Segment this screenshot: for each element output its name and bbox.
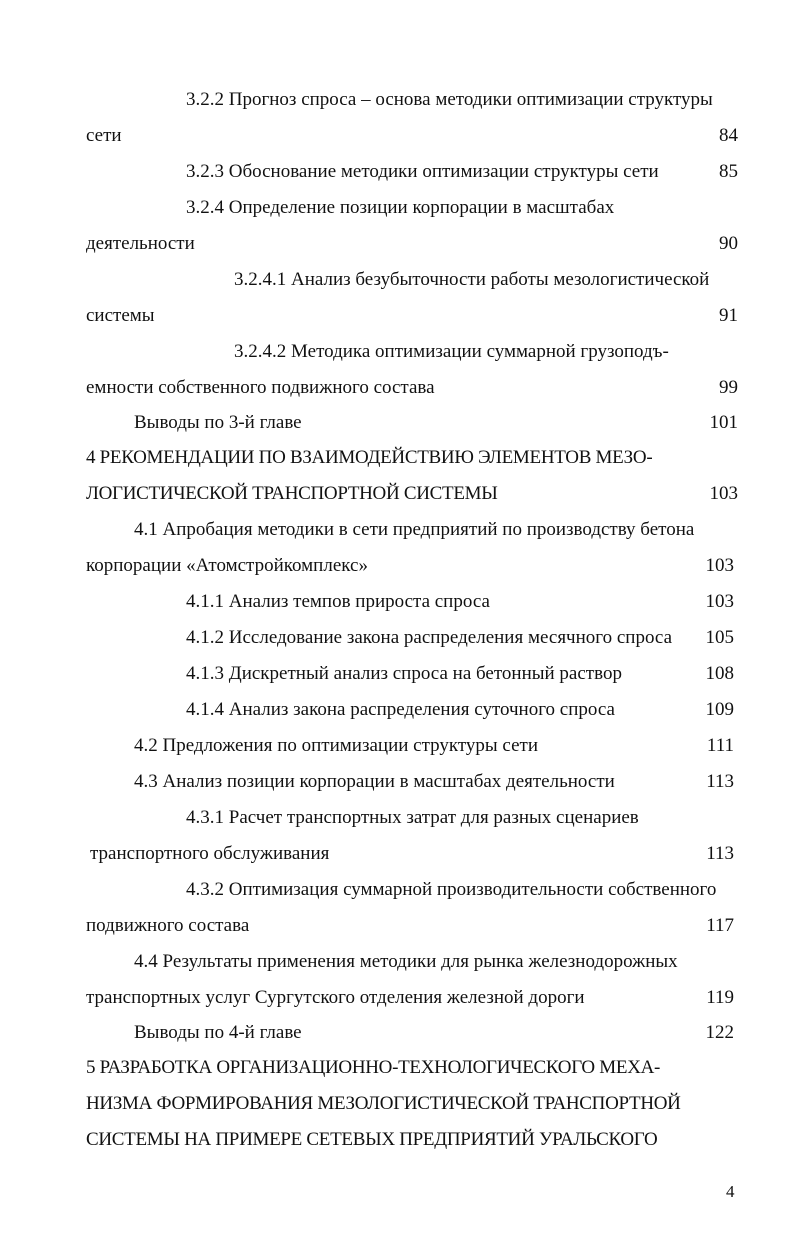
toc-page-number: 111 [706, 735, 734, 756]
toc-entry-3-2-4-line1: 3.2.4 Определение позиции корпорации в масштабах [186, 197, 615, 218]
toc-entry-4-3-1-line1: 4.3.1 Расчет транспортных затрат для разных сценариев [186, 807, 639, 828]
toc-page-number: 90 [719, 233, 738, 254]
toc-entry-4-4-line2: транспортных услуг Сургутского отделения железной дороги [86, 987, 585, 1008]
toc-page-number: 84 [719, 125, 738, 146]
toc-entry-conclusions-4: Выводы по 4-й главе [134, 1022, 302, 1043]
toc-page-number: 103 [709, 483, 738, 504]
toc-chapter-5-line1: 5 РАЗРАБОТКА ОРГАНИЗАЦИОННО-ТЕХНОЛОГИЧЕСКОГО МЕХА- [86, 1057, 661, 1078]
toc-entry-3-2-4-2-line1: 3.2.4.2 Методика оптимизации суммарной грузоподъ- [234, 341, 669, 362]
toc-entry-3-2-3: 3.2.3 Обоснование методики оптимизации структуры сети [186, 161, 659, 182]
toc-entry-3-2-4-2-line2: емности собственного подвижного состава [86, 377, 435, 398]
toc-entry-4-1-line2: корпорации «Атомстройкомплекс» [86, 555, 368, 576]
toc-page-number: 113 [706, 843, 734, 864]
toc-page-number: 103 [705, 555, 734, 576]
toc-chapter-4-line2: ЛОГИСТИЧЕСКОЙ ТРАНСПОРТНОЙ СИСТЕМЫ [86, 483, 498, 504]
toc-entry-3-2-4-1-line2: системы [86, 305, 155, 326]
toc-page-number: 99 [719, 377, 738, 398]
toc-entry-4-1-4: 4.1.4 Анализ закона распределения суточного спроса [186, 699, 615, 720]
page-number: 4 [726, 1182, 735, 1201]
toc-page-number: 119 [706, 987, 734, 1008]
toc-entry-3-2-4-line2: деятельности [86, 233, 195, 254]
toc-page-number: 91 [719, 305, 738, 326]
toc-entry-conclusions-3: Выводы по 3-й главе [134, 412, 302, 433]
toc-entry-3-2-4-1-line1: 3.2.4.1 Анализ безубыточности работы мезологистической [234, 269, 710, 290]
toc-entry-4-3-1-line2: транспортного обслуживания [90, 843, 330, 864]
toc-page-number: 103 [705, 591, 734, 612]
toc-entry-4-1-line1: 4.1 Апробация методики в сети предприятий по производству бетона [134, 519, 695, 540]
toc-page-number: 117 [706, 915, 734, 936]
toc-entry-4-3-2-line1: 4.3.2 Оптимизация суммарной производительности собственного [186, 879, 717, 900]
toc-entry-4-2: 4.2 Предложения по оптимизации структуры сети [134, 735, 538, 756]
toc-chapter-4-line1: 4 РЕКОМЕНДАЦИИ ПО ВЗАИМОДЕЙСТВИЮ ЭЛЕМЕНТОВ МЕЗО- [86, 447, 653, 468]
toc-entry-4-4-line1: 4.4 Результаты применения методики для рынка железнодорожных [134, 951, 678, 972]
toc-page-number: 108 [705, 663, 734, 684]
toc-page-number: 85 [719, 161, 738, 182]
toc-page-number: 101 [709, 412, 738, 433]
toc-page-number: 122 [705, 1022, 734, 1043]
toc-entry-4-3-2-line2: подвижного состава [86, 915, 250, 936]
toc-chapter-5-line2: НИЗМА ФОРМИРОВАНИЯ МЕЗОЛОГИСТИЧЕСКОЙ ТРАНСПОРТНОЙ [86, 1093, 681, 1114]
toc-page-number: 113 [706, 771, 734, 792]
toc-entry-4-1-3: 4.1.3 Дискретный анализ спроса на бетонный раствор [186, 663, 622, 684]
toc-entry-4-1-2: 4.1.2 Исследование закона распределения месячного спроса [186, 627, 673, 648]
toc-entry-4-3: 4.3 Анализ позиции корпорации в масштабах деятельности [134, 771, 615, 792]
toc-chapter-5-line3: СИСТЕМЫ НА ПРИМЕРЕ СЕТЕВЫХ ПРЕДПРИЯТИЙ УРАЛЬСКОГО [86, 1129, 658, 1150]
toc-page-number: 109 [705, 699, 734, 720]
toc-entry-3-2-2-line2: сети [86, 125, 122, 146]
toc-entry-4-1-1: 4.1.1 Анализ темпов прироста спроса [186, 591, 490, 612]
toc-entry-3-2-2-line1: 3.2.2 Прогноз спроса – основа методики оптимизации структуры [186, 89, 713, 110]
toc-page-number: 105 [705, 627, 734, 648]
